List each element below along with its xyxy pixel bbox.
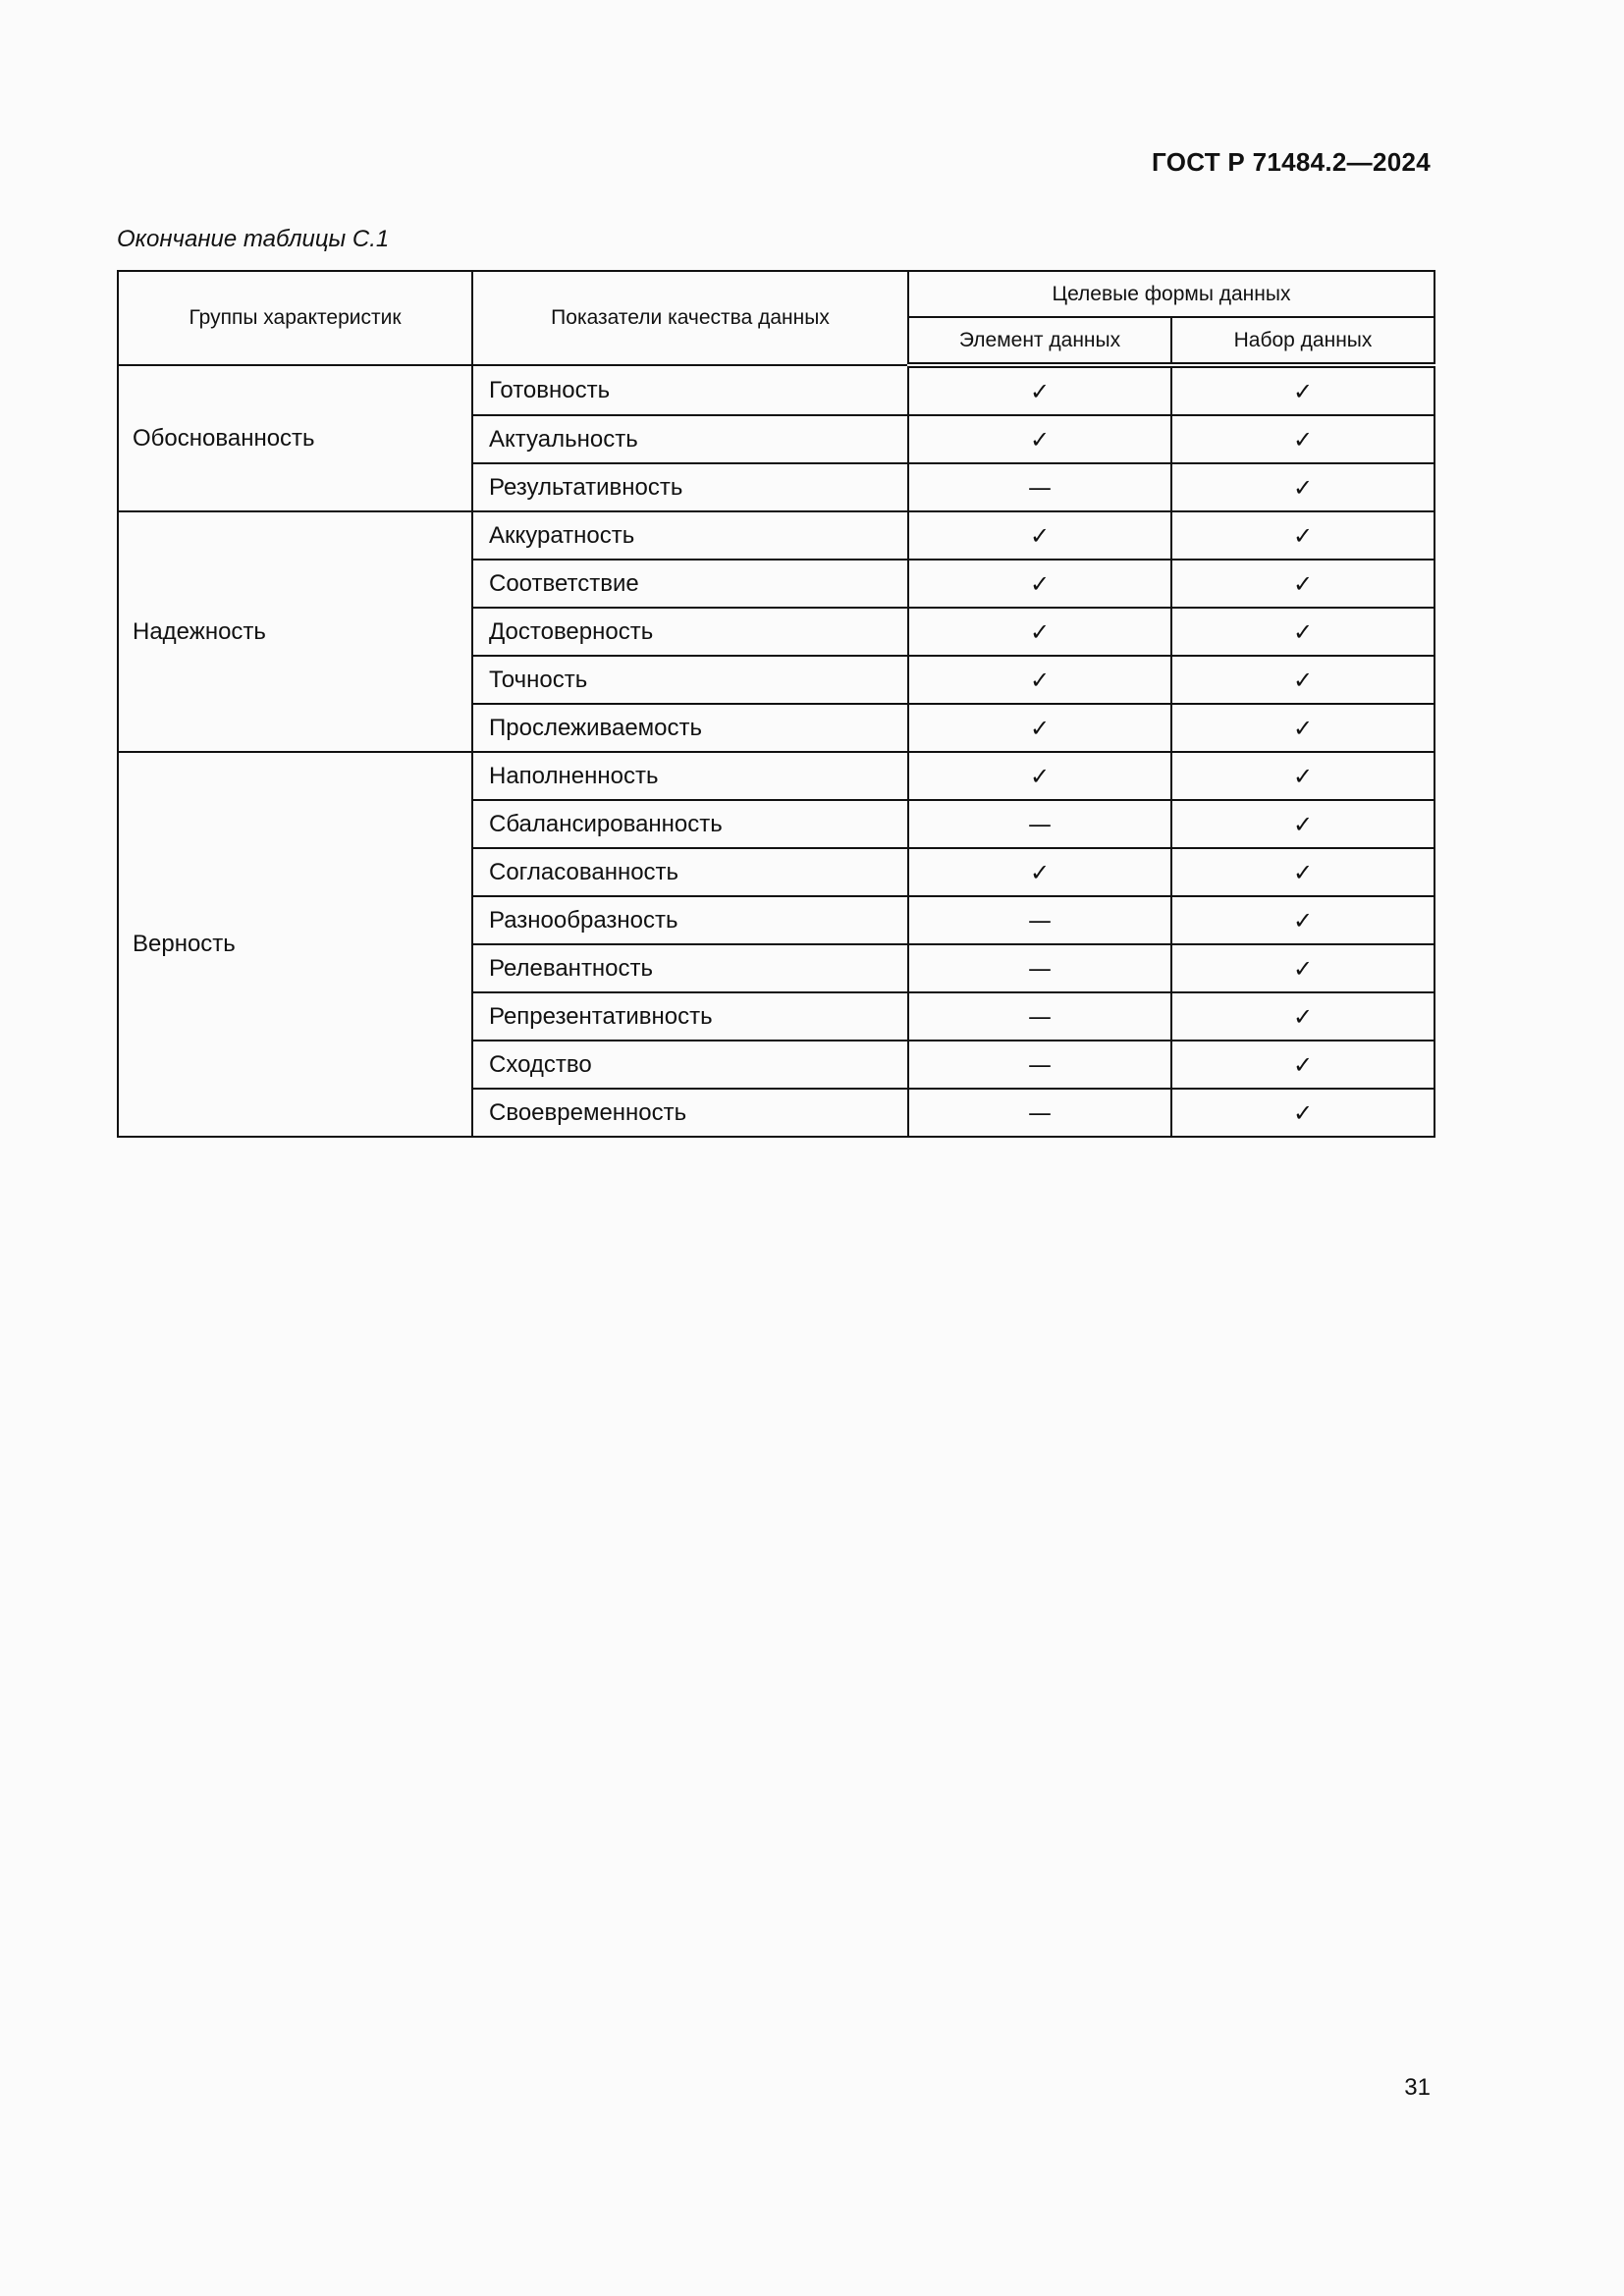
indicator-cell: Релевантность (472, 944, 908, 992)
quality-table (117, 270, 1435, 1138)
group-cell: Обоснованность (118, 365, 472, 511)
dataset-mark: ✓ (1171, 463, 1435, 511)
element-mark: — (908, 944, 1171, 992)
dataset-mark: ✓ (1171, 1041, 1435, 1089)
element-mark: — (908, 1041, 1171, 1089)
table-row (118, 752, 1435, 800)
element-mark: — (908, 896, 1171, 944)
table-body (118, 365, 1435, 1137)
element-mark: ✓ (908, 415, 1171, 463)
element-mark: ✓ (908, 656, 1171, 704)
indicator-cell: Сходство (472, 1041, 908, 1089)
element-mark: — (908, 463, 1171, 511)
column-header-indicators: Показатели качества данных (472, 271, 908, 365)
table-row (118, 511, 1435, 560)
element-mark: ✓ (908, 752, 1171, 800)
standard-code: ГОСТ Р 71484.2—2024 (1152, 147, 1431, 177)
element-mark: ✓ (908, 511, 1171, 560)
indicator-cell: Актуальность (472, 415, 908, 463)
element-mark: ✓ (908, 704, 1171, 752)
dataset-mark: ✓ (1171, 1089, 1435, 1137)
dataset-mark: ✓ (1171, 752, 1435, 800)
indicator-cell: Достоверность (472, 608, 908, 656)
group-cell: Верность (118, 752, 472, 1137)
dataset-mark: ✓ (1171, 365, 1435, 415)
column-header-dataset: Набор данных (1171, 317, 1435, 365)
indicator-cell: Согласованность (472, 848, 908, 896)
element-mark: — (908, 992, 1171, 1041)
indicator-cell: Сбалансированность (472, 800, 908, 848)
dataset-mark: ✓ (1171, 560, 1435, 608)
dataset-mark: ✓ (1171, 848, 1435, 896)
dataset-mark: ✓ (1171, 656, 1435, 704)
page-number: 31 (1404, 2074, 1431, 2101)
indicator-cell: Точность (472, 656, 908, 704)
table-header (118, 271, 1435, 365)
table-row (118, 365, 1435, 415)
element-mark: — (908, 800, 1171, 848)
indicator-cell: Готовность (472, 365, 908, 415)
indicator-cell: Наполненность (472, 752, 908, 800)
dataset-mark: ✓ (1171, 704, 1435, 752)
indicator-cell: Разнообразность (472, 896, 908, 944)
column-header-target-forms: Целевые формы данных (908, 271, 1435, 317)
indicator-cell: Соответствие (472, 560, 908, 608)
indicator-cell: Своевременность (472, 1089, 908, 1137)
element-mark: ✓ (908, 365, 1171, 415)
indicator-cell: Аккуратность (472, 511, 908, 560)
column-header-element: Элемент данных (908, 317, 1171, 365)
element-mark: ✓ (908, 608, 1171, 656)
indicator-cell: Прослеживаемость (472, 704, 908, 752)
dataset-mark: ✓ (1171, 992, 1435, 1041)
group-cell: Надежность (118, 511, 472, 752)
dataset-mark: ✓ (1171, 800, 1435, 848)
dataset-mark: ✓ (1171, 608, 1435, 656)
indicator-cell: Результативность (472, 463, 908, 511)
dataset-mark: ✓ (1171, 896, 1435, 944)
element-mark: ✓ (908, 560, 1171, 608)
dataset-mark: ✓ (1171, 415, 1435, 463)
table-caption: Окончание таблицы С.1 (117, 226, 390, 252)
dataset-mark: ✓ (1171, 511, 1435, 560)
dataset-mark: ✓ (1171, 944, 1435, 992)
element-mark: ✓ (908, 848, 1171, 896)
column-header-groups: Группы характеристик (118, 271, 472, 365)
indicator-cell: Репрезентативность (472, 992, 908, 1041)
element-mark: — (908, 1089, 1171, 1137)
